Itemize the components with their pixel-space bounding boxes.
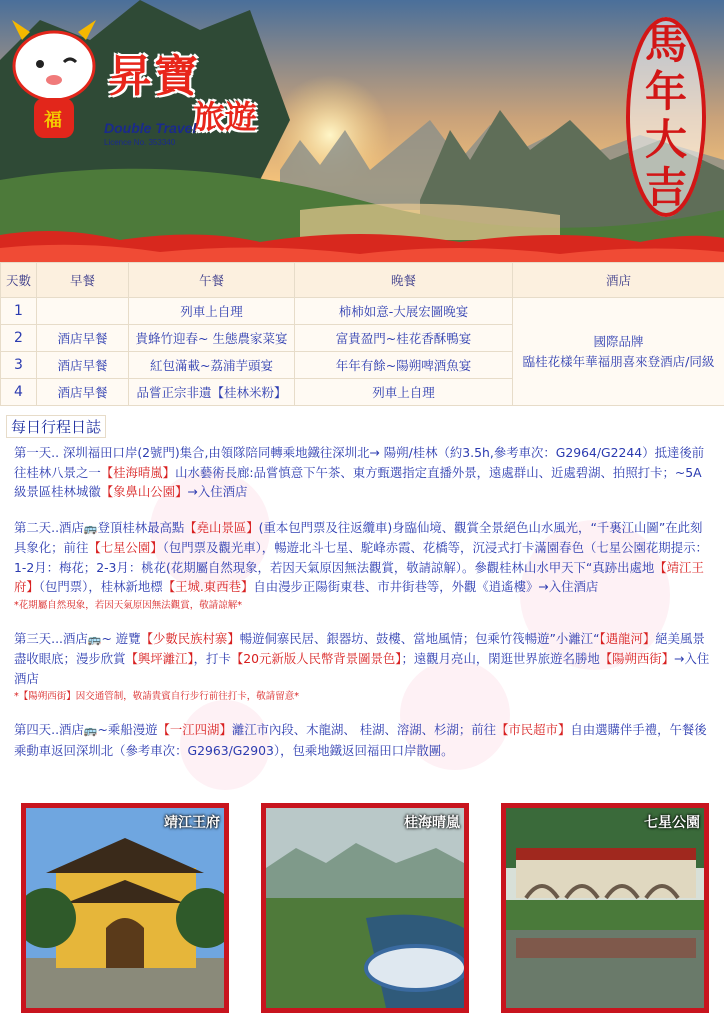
itinerary-text: 暢遊侗寨民居、銀器坊、鼓樓、當地風情；包乘竹筏暢遊”小灕江“ xyxy=(239,630,600,646)
photo-seven-star-park xyxy=(501,803,709,1013)
breakfast-cell: 酒店早餐 xyxy=(37,352,129,379)
itinerary-text: ，打卡 xyxy=(193,651,231,666)
header-day: 天數 xyxy=(1,263,37,298)
photo-caption: 桂海晴嵐 xyxy=(404,815,460,831)
breakfast-cell xyxy=(37,298,129,325)
photo-guihai-qinglan xyxy=(261,803,469,1013)
highlight-attraction: 【王城.東西巷】 xyxy=(162,579,254,594)
breakfast-cell: 酒店早餐 xyxy=(37,379,129,406)
brand-name-en: Double Travel xyxy=(104,120,197,136)
itinerary-text: 第二天..酒店 xyxy=(14,519,84,535)
itinerary-text: (重本包門票及往返纜車)身臨仙境、觀賞全景絕色山水風光，“千裏江山圖”在此刻具象化；前往 xyxy=(14,519,703,555)
highlight-attraction: 【靖江王府】 xyxy=(14,559,704,594)
bus-icon: 🚌 xyxy=(87,632,102,646)
highlight-attraction: 【陽朔西街】 xyxy=(599,651,675,666)
itinerary-text: ~乘船漫遊 xyxy=(97,722,158,737)
dinner-cell: 年年有餘~陽朔啤酒魚宴 xyxy=(295,352,513,379)
day-number: 3 xyxy=(1,352,37,379)
itinerary-text: ~ 遊覽 xyxy=(101,630,141,646)
brand-logo xyxy=(8,14,268,147)
highlight-attraction: 【遇龍河】 xyxy=(599,630,656,646)
header-dinner: 晚餐 xyxy=(295,263,513,298)
itinerary-section-title: 每日行程日誌 xyxy=(6,415,106,438)
day-paragraph xyxy=(14,629,710,705)
table-header-row xyxy=(1,263,724,298)
itinerary-text: 絕美風景盡收眼底；漫步欣賞 xyxy=(14,630,705,666)
day-paragraph xyxy=(14,518,710,613)
itinerary-text: 第三天...酒店 xyxy=(14,630,88,646)
day-number: 4 xyxy=(1,379,37,406)
breakfast-cell: 酒店早餐 xyxy=(37,325,129,352)
licence-number: Licence No. 353340 xyxy=(104,138,176,147)
itinerary-text: 自由選購伴手禮，午餐後乘動車返回深圳北（參考車次：G2963/G2903），包乘地鐵返回福田口岸散團。 xyxy=(14,722,707,758)
mascot-badge: 福 xyxy=(44,110,62,131)
highlight-attraction: 【20元新版人民幣背景圖景色】 xyxy=(230,651,402,666)
lunch-cell: 貴蜂竹迎春~ 生態農家菜宴 xyxy=(129,325,295,352)
hotel-brand: 國際品牌 xyxy=(593,333,644,349)
header-hotel: 酒店 xyxy=(513,263,724,298)
highlight-attraction: 【象鼻山公園】 xyxy=(100,484,188,499)
day-paragraph xyxy=(14,720,710,760)
bus-icon: 🚌 xyxy=(83,521,98,535)
lunch-cell: 品嘗正宗非遺【桂林米粉】 xyxy=(129,379,295,406)
dinner-cell: 列車上自理 xyxy=(295,379,513,406)
seal-text: 馬年大吉 xyxy=(644,19,687,212)
highlight-attraction: 【少數民族村寨】 xyxy=(140,630,240,646)
photo-caption: 靖江王府 xyxy=(164,815,220,831)
highlight-attraction: 【興坪灕江】 xyxy=(125,651,194,666)
table-row xyxy=(1,298,724,325)
itinerary-note: *【陽朔西街】因交通管制，敬請貴賓自行步行前往打卡，敬請留意* xyxy=(14,691,300,702)
dinner-cell: 富貴盈門~桂花香酥鴨宴 xyxy=(295,325,513,352)
itinerary-text: （包門票），桂林新地標 xyxy=(38,579,163,594)
itinerary-text: →入住酒店 xyxy=(187,484,248,499)
day-paragraph xyxy=(14,443,710,502)
header-lunch: 午餐 xyxy=(129,263,295,298)
lunch-cell: 列車上自理 xyxy=(129,298,295,325)
hotel-name: 臨桂花樣年華福朋喜來登酒店/同級 xyxy=(522,353,715,369)
photo-jingjiang-palace xyxy=(21,803,229,1013)
palace-image xyxy=(26,808,224,1008)
horse-year-seal xyxy=(622,12,710,222)
day-number: 1 xyxy=(1,298,37,325)
photo-caption: 七星公園 xyxy=(644,815,700,831)
meal-schedule-table xyxy=(0,262,724,406)
itinerary-text: 自由漫步正陽街東巷、市井街巷等，外觀《逍遙樓》→入住酒店 xyxy=(253,579,599,594)
lunch-cell: 紅包滿載~荔浦芋頭宴 xyxy=(129,352,295,379)
bus-icon: 🚌 xyxy=(83,724,98,737)
day-number: 2 xyxy=(1,325,37,352)
highlight-attraction: 【一江四湖】 xyxy=(157,722,232,737)
highlight-attraction: 【堯山景區】 xyxy=(184,519,259,535)
itinerary-text: 灕江市內段、木龍湖、 桂湖、溶湖、杉湖；前往 xyxy=(231,722,496,737)
itinerary-body xyxy=(14,443,710,776)
itinerary-text: 山水藝術長廊:品嘗慎意下午茶、東方甄選指定直播外景，遠處群山、近處碧湖、拍照打卡；~5A級景區桂林城徽 xyxy=(14,464,702,499)
highlight-attraction: 【七星公園】 xyxy=(88,540,163,555)
itinerary-text: （包門票及觀光車），暢遊北斗七星、駝峰赤霞、花橋等，沉浸式打卡滿園春色（七星公園花期提示：1-2月：梅花；2-3月：桃花(花期屬自然現象，若因天氣原因無法觀賞，敬請諒解）。參觀桂林山水甲天下“真跡出處地 xyxy=(14,540,708,575)
highlight-attraction: 【市民超市】 xyxy=(496,722,571,737)
highlight-attraction: 【桂海晴嵐】 xyxy=(100,464,176,480)
brand-name-cn-travel: 旅遊 xyxy=(193,98,258,136)
itinerary-text: →入住酒店 xyxy=(14,651,710,686)
header-banner xyxy=(0,0,724,262)
itinerary-text: 第一天.. 深圳福田口岸(2號門)集合,由領隊陪同轉乘地鐵往深圳北→ 陽朔/桂林（約3.5h,參考車次：G2964/G2244）抵達後前往桂林八景之一 xyxy=(14,445,705,480)
brand-name-cn: 昇寶 xyxy=(108,51,200,102)
guihai-image xyxy=(266,808,464,1008)
dinner-cell: 柿柿如意-大展宏圖晚宴 xyxy=(295,298,513,325)
hotel-cell xyxy=(513,298,724,406)
itinerary-text: 登頂桂林最高點 xyxy=(97,519,185,535)
itinerary-note: *花期屬自然現象，若因天氣原因無法觀賞，敬請諒解* xyxy=(14,599,243,611)
seven-star-image xyxy=(506,808,704,1008)
itinerary-text: ；遠觀月亮山，閑逛世界旅遊名勝地 xyxy=(401,651,600,666)
header-breakfast: 早餐 xyxy=(37,263,129,298)
itinerary-text: 第四天..酒店 xyxy=(14,722,84,737)
